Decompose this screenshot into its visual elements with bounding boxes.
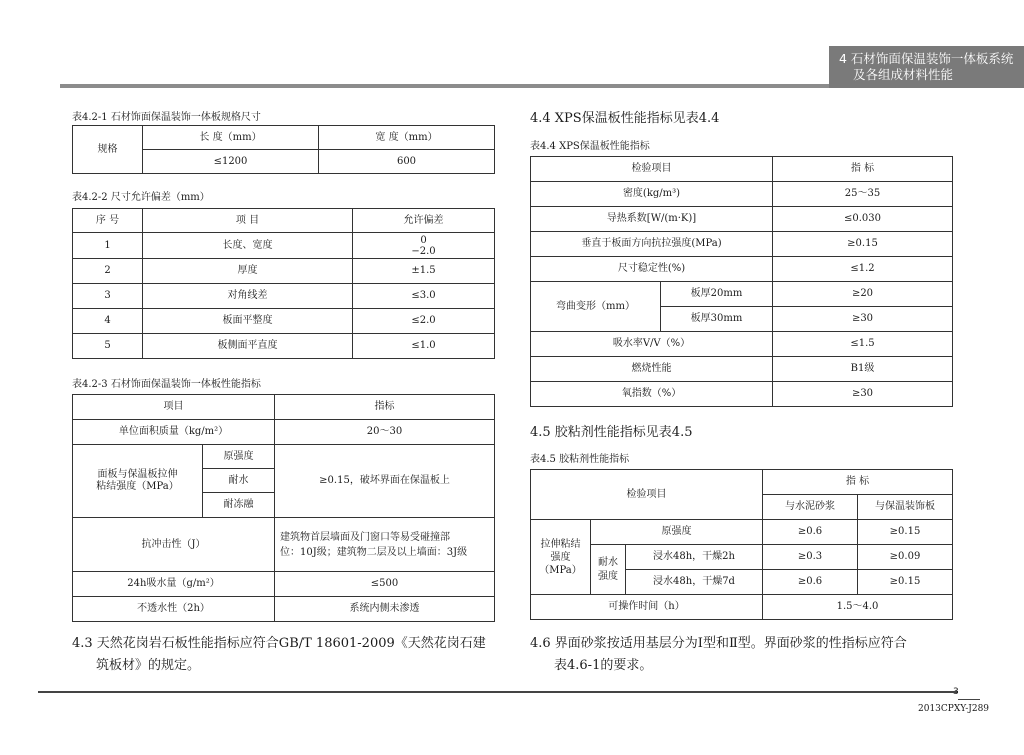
row-value: ±1.5	[353, 259, 495, 284]
row-value: ≥0.15	[773, 232, 953, 257]
row-value: 1.5～4.0	[763, 595, 953, 620]
mass-item: 单位面积质量（kg/m²）	[73, 420, 275, 445]
header-item: 项目	[73, 395, 275, 420]
row-value: ≤0.030	[773, 207, 953, 232]
table-4-5	[530, 469, 953, 620]
row-value: ≤1.2	[773, 257, 953, 282]
row-value: B1级	[773, 357, 953, 382]
header-insulation-board: 与保温装饰板	[858, 495, 953, 520]
bond-original: 原强度	[203, 445, 275, 469]
row-item: 吸水率V/V（%）	[531, 332, 773, 357]
header-rule	[60, 84, 830, 88]
table-row	[531, 282, 953, 307]
row-item: 厚度	[143, 259, 353, 284]
bond-strength-value: ≥0.15，破坏界面在保温板上	[275, 445, 495, 518]
width-header: 宽 度（mm）	[319, 126, 495, 150]
impact-value-line2: 位：10J级；建筑物二层及以上墙面：3J级	[280, 546, 468, 558]
row-no: 5	[73, 334, 143, 359]
bond-freeze-thaw: 耐冻融	[203, 493, 275, 518]
table-row	[531, 207, 953, 232]
row-value-lower: −2.0	[411, 245, 436, 257]
table-row	[73, 259, 495, 284]
table-row	[531, 520, 953, 545]
row-item: 氧指数（%）	[531, 382, 773, 407]
row-item: 长度、宽度	[143, 233, 353, 259]
row-value	[353, 233, 495, 259]
tensile-bond-label-line2: 强度	[550, 551, 571, 563]
row-item: 对角线差	[143, 284, 353, 309]
water-strength-label-line1: 耐水	[598, 556, 618, 568]
row-value-1: ≥0.3	[763, 545, 858, 570]
row-value: ≤3.0	[353, 284, 495, 309]
impact-value	[275, 518, 495, 572]
bend-sub: 板厚20mm	[661, 282, 773, 307]
bond-strength-item	[73, 445, 203, 518]
row-no: 2	[73, 259, 143, 284]
header-cement-mortar: 与水泥砂浆	[763, 495, 858, 520]
mass-value: 20～30	[275, 420, 495, 445]
table-row	[73, 233, 495, 259]
table-row	[531, 232, 953, 257]
footer-rule	[38, 691, 958, 693]
table-4-4-caption: 表4.4 XPS保温板性能指标	[530, 141, 650, 152]
row-item: 密度(kg/m³)	[531, 182, 773, 207]
chapter-title-line2: 及各组成材料性能	[853, 67, 954, 82]
row-item: 尺寸稳定性(%)	[531, 257, 773, 282]
table-row	[531, 182, 953, 207]
row-no: 4	[73, 309, 143, 334]
bond-strength-item-line1: 面板与保温板拉伸	[97, 469, 178, 480]
header-value: 指 标	[773, 157, 953, 182]
row-value-2: ≥0.15	[858, 570, 953, 595]
row-value: ≥30	[773, 307, 953, 332]
row-no: 3	[73, 284, 143, 309]
table-4-2-3-caption: 表4.2-3 石材饰面保温装饰一体板性能指标	[72, 379, 261, 390]
section-4-6-line1: 4.6 界面砂浆按适用基层分为Ⅰ型和Ⅱ型。界面砂浆的性指标应符合	[530, 636, 907, 651]
tensile-bond-label	[531, 520, 591, 595]
row-sub: 浸水48h，干燥2h	[626, 545, 763, 570]
table-row	[73, 309, 495, 334]
water-strength-label-line2: 强度	[598, 570, 618, 582]
table-4-2-1	[72, 125, 495, 174]
table-row	[73, 284, 495, 309]
row-sub: 原强度	[591, 520, 763, 545]
page-number: 3	[953, 687, 959, 697]
table-4-2-1-caption: 表4.2-1 石材饰面保温装饰一体板规格尺寸	[72, 112, 261, 123]
row-sub: 浸水48h，干燥7d	[626, 570, 763, 595]
tensile-bond-label-line1: 拉伸粘结	[540, 538, 581, 550]
spec-row-label: 规格	[73, 126, 143, 174]
header-item: 检验项目	[531, 157, 773, 182]
table-row	[73, 334, 495, 359]
row-value-1: ≥0.6	[763, 520, 858, 545]
impermeability-item: 不透水性（2h）	[73, 597, 275, 622]
impermeability-value: 系统内侧未渗透	[275, 597, 495, 622]
row-item: 板面平整度	[143, 309, 353, 334]
table-4-2-3	[72, 394, 495, 622]
table-4-4	[530, 156, 953, 407]
table-row	[531, 545, 953, 570]
row-value: 25～35	[773, 182, 953, 207]
row-item: 板侧面平直度	[143, 334, 353, 359]
row-value-1: ≥0.6	[763, 570, 858, 595]
row-value: ≤1.0	[353, 334, 495, 359]
footer-short-rule	[958, 699, 980, 700]
table-row	[531, 332, 953, 357]
water-absorption-item: 24h吸水量（g/m²）	[73, 572, 275, 597]
bend-label: 弯曲变形（mm）	[531, 282, 661, 332]
bond-water: 耐水	[203, 469, 275, 493]
table-row	[531, 257, 953, 282]
impact-value-line1: 建筑物首层墙面及门窗口等易受碰撞部	[280, 531, 450, 543]
table-4-2-2-caption: 表4.2-2 尺寸允许偏差（mm）	[72, 192, 210, 203]
table-4-2-2	[72, 208, 495, 359]
length-header: 长 度（mm）	[143, 126, 319, 150]
tensile-bond-label-line3: （MPa）	[539, 564, 582, 576]
row-value: ≤1.5	[773, 332, 953, 357]
header-tolerance: 允许偏差	[353, 209, 495, 233]
row-item: 垂直于板面方向抗拉强度(MPa)	[531, 232, 773, 257]
table-row	[531, 382, 953, 407]
section-4-3-paragraph	[72, 633, 512, 677]
table-row	[531, 595, 953, 620]
bend-sub: 板厚30mm	[661, 307, 773, 332]
section-4-3-line2: 筑板材》的规定。	[96, 658, 201, 673]
row-no: 1	[73, 233, 143, 259]
row-item: 导热系数[W/(m·K)]	[531, 207, 773, 232]
row-item: 可操作时间（h）	[531, 595, 763, 620]
table-4-5-caption: 表4.5 胶粘剂性能指标	[530, 454, 630, 465]
row-item: 燃烧性能	[531, 357, 773, 382]
table-row	[531, 357, 953, 382]
section-4-6-paragraph	[530, 633, 970, 677]
header-value: 指标	[275, 395, 495, 420]
header-item: 检验项目	[531, 470, 763, 520]
document-code: 2013CPXY-J289	[918, 704, 990, 714]
header-item: 项 目	[143, 209, 353, 233]
section-4-4-heading: 4.4 XPS保温板性能指标见表4.4	[530, 111, 720, 126]
section-4-3-line1: 4.3 天然花岗岩石板性能指标应符合GB/T 18601-2009《天然花岗石建	[72, 636, 486, 651]
chapter-title-line1: 4 石材饰面保温装饰一体板系统	[839, 51, 1014, 66]
water-strength-label	[591, 545, 626, 595]
row-value: ≤2.0	[353, 309, 495, 334]
row-value-2: ≥0.09	[858, 545, 953, 570]
water-absorption-value: ≤500	[275, 572, 495, 597]
section-4-6-line2: 表4.6-1的要求。	[554, 658, 653, 673]
bond-strength-item-line2: 粘结强度（MPa）	[96, 481, 179, 492]
impact-item: 抗冲击性（J）	[73, 518, 275, 572]
row-value: ≥20	[773, 282, 953, 307]
length-value: ≤1200	[143, 150, 319, 174]
width-value: 600	[319, 150, 495, 174]
header-value: 指 标	[763, 470, 953, 495]
section-4-5-heading: 4.5 胶粘剂性能指标见表4.5	[530, 425, 693, 440]
row-value-upper: 0	[420, 234, 427, 246]
chapter-header	[829, 46, 1024, 88]
header-no: 序 号	[73, 209, 143, 233]
row-value: ≥30	[773, 382, 953, 407]
row-value-2: ≥0.15	[858, 520, 953, 545]
